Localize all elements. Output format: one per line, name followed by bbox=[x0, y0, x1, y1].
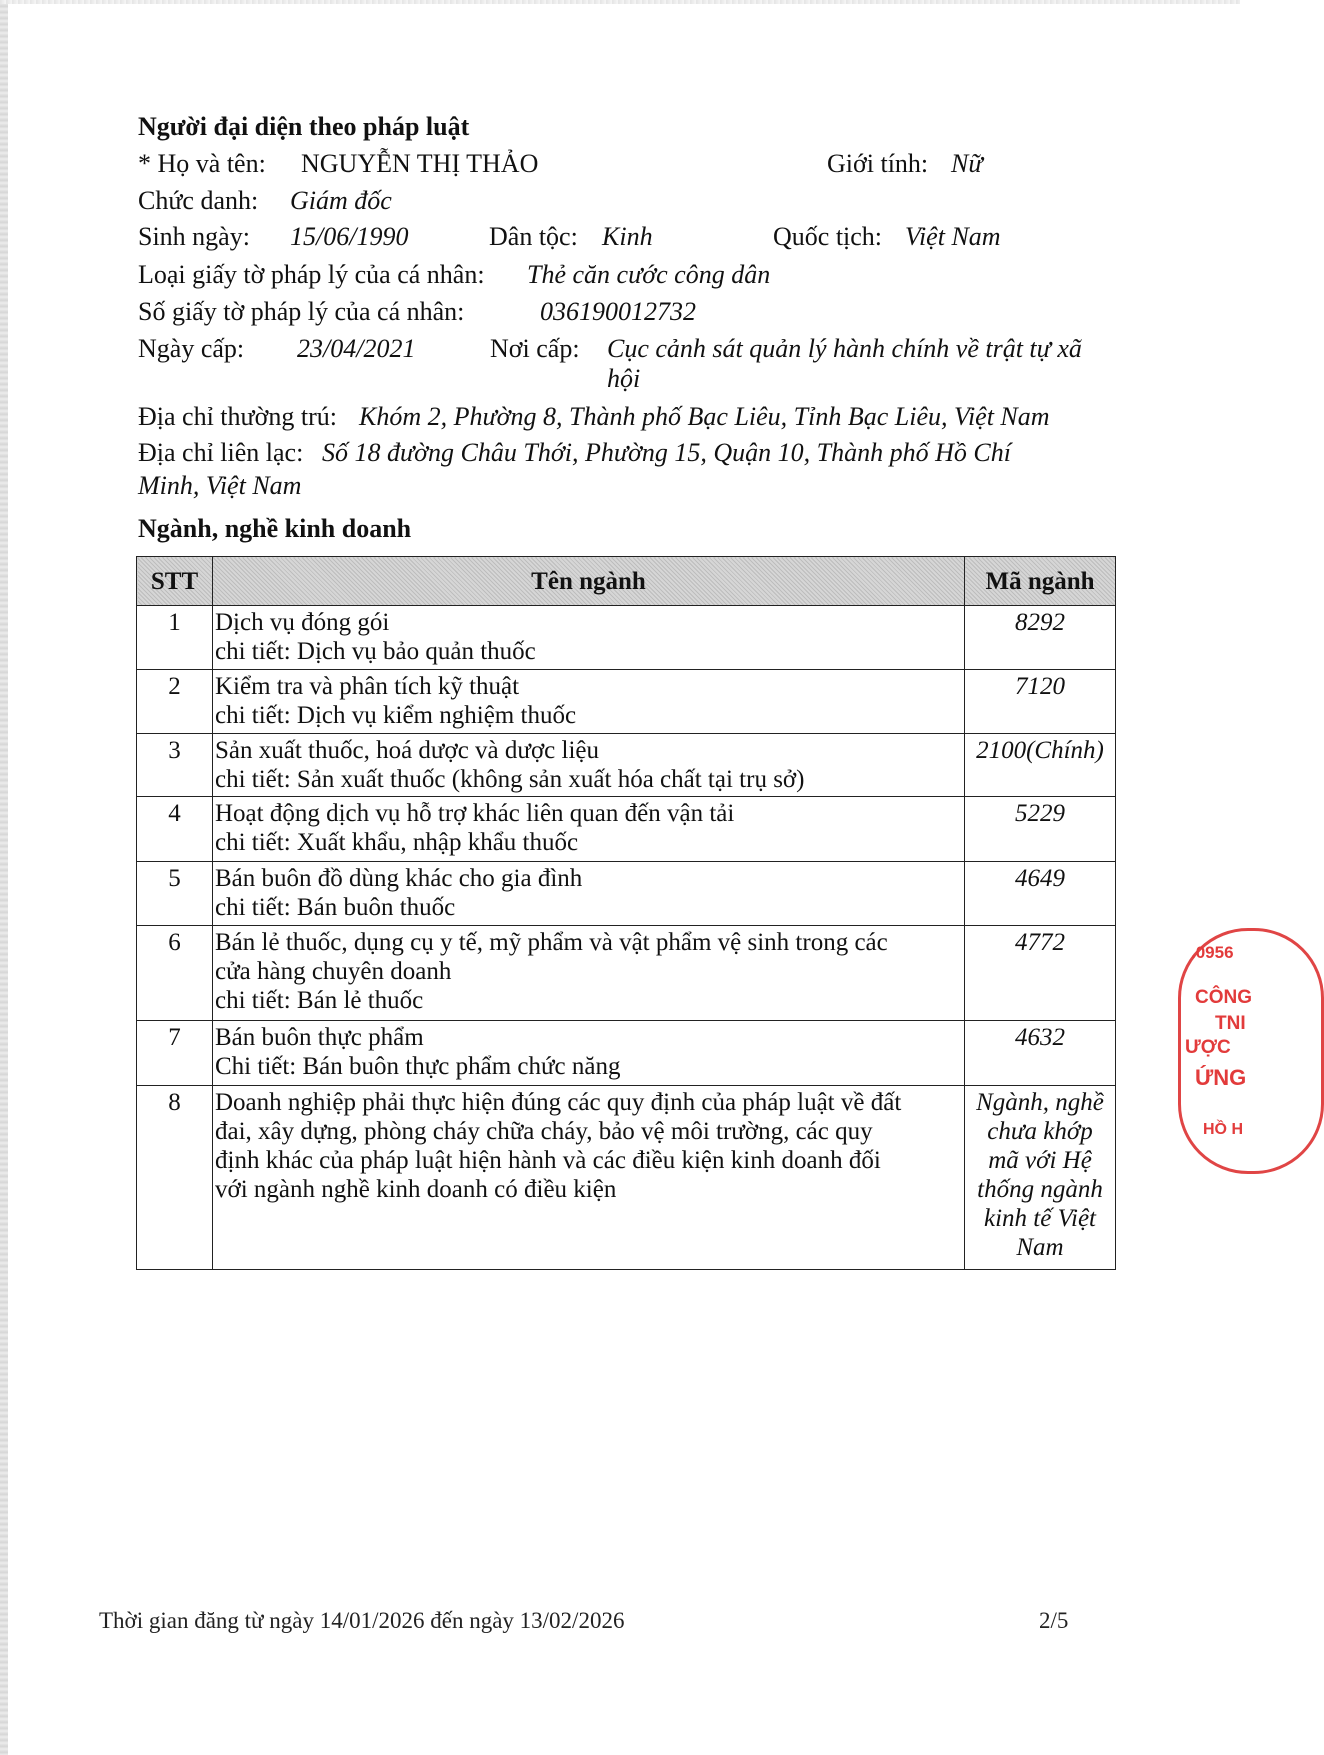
row-name-line: đai, xây dựng, phòng cháy chữa cháy, bảo vệ môi trường, các quy bbox=[215, 1118, 873, 1145]
row-name bbox=[213, 1086, 965, 1270]
business-section-title: Ngành, nghề kinh doanh bbox=[138, 514, 412, 543]
row-name bbox=[213, 862, 965, 926]
row-stt: 3 bbox=[137, 734, 213, 797]
row-name bbox=[213, 926, 965, 1021]
row-name-line: Chi tiết: Bán buôn thực phẩm chức năng bbox=[215, 1053, 621, 1080]
stamp-text-line: HỒ H bbox=[1203, 1121, 1243, 1138]
scan-edge-left bbox=[0, 0, 8, 1755]
row-name-line: Sản xuất thuốc, hoá dược và dược liệu bbox=[215, 737, 599, 764]
row-stt: 8 bbox=[137, 1086, 213, 1270]
id-type-label: Loại giấy tờ pháp lý của cá nhân: bbox=[138, 260, 485, 289]
row-code: 4632 bbox=[965, 1021, 1116, 1086]
gender-value: Nữ bbox=[951, 149, 983, 178]
row-stt: 2 bbox=[137, 670, 213, 734]
row-name bbox=[213, 797, 965, 862]
permanent-address-value: Khóm 2, Phường 8, Thành phố Bạc Liêu, Tỉnh Bạc Liêu, Việt Nam bbox=[359, 402, 1050, 431]
stamp-text-line: ỨNG bbox=[1195, 1065, 1247, 1090]
dob-value: 15/06/1990 bbox=[290, 222, 409, 251]
row-name-line: Dịch vụ đóng gói bbox=[215, 609, 390, 636]
id-number-label: Số giấy tờ pháp lý của cá nhân: bbox=[138, 297, 465, 326]
gender-label: Giới tính: bbox=[827, 149, 929, 178]
header-code: Mã ngành bbox=[965, 557, 1116, 606]
representative-section-title: Người đại diện theo pháp luật bbox=[138, 112, 470, 141]
id-number-value: 036190012732 bbox=[540, 297, 696, 326]
nationality-value: Việt Nam bbox=[905, 222, 1001, 251]
ethnicity-value: Kinh bbox=[602, 222, 653, 251]
row-name bbox=[213, 734, 965, 797]
row-stt: 5 bbox=[137, 862, 213, 926]
stamp-text-line: TNI bbox=[1215, 1013, 1246, 1034]
row-code bbox=[965, 1086, 1116, 1270]
row-name-line: chi tiết: Dịch vụ bảo quản thuốc bbox=[215, 638, 536, 665]
row-name-line: với ngành nghề kinh doanh có điều kiện bbox=[215, 1176, 617, 1203]
name-value: NGUYỄN THỊ THẢO bbox=[301, 149, 539, 178]
row-name-line: chi tiết: Bán lẻ thuốc bbox=[215, 987, 424, 1014]
table-row bbox=[137, 1086, 1116, 1270]
row-name-line: chi tiết: Xuất khẩu, nhập khẩu thuốc bbox=[215, 829, 579, 856]
issue-place-value-line2: hội bbox=[607, 364, 641, 393]
row-name-line: Bán buôn thực phẩm bbox=[215, 1024, 424, 1051]
posting-period: Thời gian đăng từ ngày 14/01/2026 đến ngày 13/02/2026 bbox=[99, 1608, 625, 1633]
row-name-line: Hoạt động dịch vụ hỗ trợ khác liên quan đến vận tải bbox=[215, 800, 735, 827]
header-stt: STT bbox=[137, 557, 213, 606]
stamp-text-line: .0956 bbox=[1191, 943, 1234, 962]
id-type-value: Thẻ căn cước công dân bbox=[527, 260, 771, 289]
title-value: Giám đốc bbox=[290, 186, 392, 215]
issue-place-label: Nơi cấp: bbox=[490, 334, 580, 363]
row-code-line: kinh tế Việt bbox=[984, 1205, 1096, 1232]
row-stt: 4 bbox=[137, 797, 213, 862]
row-code-line: thống ngành bbox=[977, 1176, 1103, 1203]
row-code-line: Ngành, nghề bbox=[976, 1089, 1104, 1116]
issue-date-value: 23/04/2021 bbox=[297, 334, 416, 363]
row-stt: 6 bbox=[137, 926, 213, 1021]
issue-date-label: Ngày cấp: bbox=[138, 334, 245, 363]
row-name-line: Bán lẻ thuốc, dụng cụ y tế, mỹ phẩm và vật phẩm vệ sinh trong các bbox=[215, 929, 888, 956]
table-row bbox=[137, 1021, 1116, 1086]
contact-address-value-line2: Minh, Việt Nam bbox=[138, 471, 302, 500]
row-code-line: chưa khớp bbox=[987, 1118, 1093, 1145]
table-row bbox=[137, 606, 1116, 670]
row-name-line: chi tiết: Sản xuất thuốc (không sản xuất hóa chất tại trụ sở) bbox=[215, 766, 805, 793]
row-code: 4772 bbox=[965, 926, 1116, 1021]
row-code: 4649 bbox=[965, 862, 1116, 926]
scan-edge-top bbox=[0, 0, 1240, 4]
table-row bbox=[137, 926, 1116, 1021]
row-code-line: mã với Hệ bbox=[988, 1147, 1092, 1174]
nationality-label: Quốc tịch: bbox=[773, 222, 883, 251]
row-name-line: chi tiết: Bán buôn thuốc bbox=[215, 894, 456, 921]
contact-address-label: Địa chỉ liên lạc: bbox=[138, 438, 304, 467]
title-label: Chức danh: bbox=[138, 186, 259, 215]
stamp-text-line: CÔNG bbox=[1195, 987, 1252, 1008]
dob-label: Sinh ngày: bbox=[138, 222, 250, 251]
row-code: 8292 bbox=[965, 606, 1116, 670]
row-name-line: Kiểm tra và phân tích kỹ thuật bbox=[215, 673, 520, 700]
permanent-address-label: Địa chỉ thường trú: bbox=[138, 402, 337, 431]
row-code: 5229 bbox=[965, 797, 1116, 862]
table-header-row bbox=[137, 557, 1116, 606]
header-name: Tên ngành bbox=[213, 557, 965, 606]
row-name-line: Bán buôn đồ dùng khác cho gia đình bbox=[215, 865, 583, 892]
row-name-line: định khác của pháp luật hiện hành và các điều kiện kinh doanh đối bbox=[215, 1147, 881, 1174]
row-stt: 7 bbox=[137, 1021, 213, 1086]
name-label: * Họ và tên: bbox=[138, 149, 266, 178]
table-row bbox=[137, 734, 1116, 797]
row-code: 2100(Chính) bbox=[965, 734, 1116, 797]
stamp-text-line: ƯỢC bbox=[1185, 1037, 1231, 1058]
contact-address-value-line1: Số 18 đường Châu Thới, Phường 15, Quận 10, Thành phố Hồ Chí bbox=[322, 438, 1011, 467]
ethnicity-label: Dân tộc: bbox=[489, 222, 578, 251]
row-name bbox=[213, 606, 965, 670]
issue-place-value-line1: Cục cảnh sát quản lý hành chính về trật tự xã bbox=[607, 334, 1082, 363]
row-name-line: Doanh nghiệp phải thực hiện đúng các quy định của pháp luật về đất bbox=[215, 1089, 902, 1116]
row-code: 7120 bbox=[965, 670, 1116, 734]
row-stt: 1 bbox=[137, 606, 213, 670]
row-name-line: chi tiết: Dịch vụ kiểm nghiệm thuốc bbox=[215, 702, 577, 729]
table-row bbox=[137, 862, 1116, 926]
table-row bbox=[137, 670, 1116, 734]
row-name bbox=[213, 1021, 965, 1086]
table-row bbox=[137, 797, 1116, 862]
business-table bbox=[136, 556, 1116, 1270]
row-name-line: cửa hàng chuyên doanh bbox=[215, 958, 452, 985]
page-number: 2/5 bbox=[1039, 1608, 1069, 1633]
row-name bbox=[213, 670, 965, 734]
company-seal-stamp bbox=[1178, 928, 1324, 1174]
row-code-line: Nam bbox=[1016, 1234, 1064, 1261]
